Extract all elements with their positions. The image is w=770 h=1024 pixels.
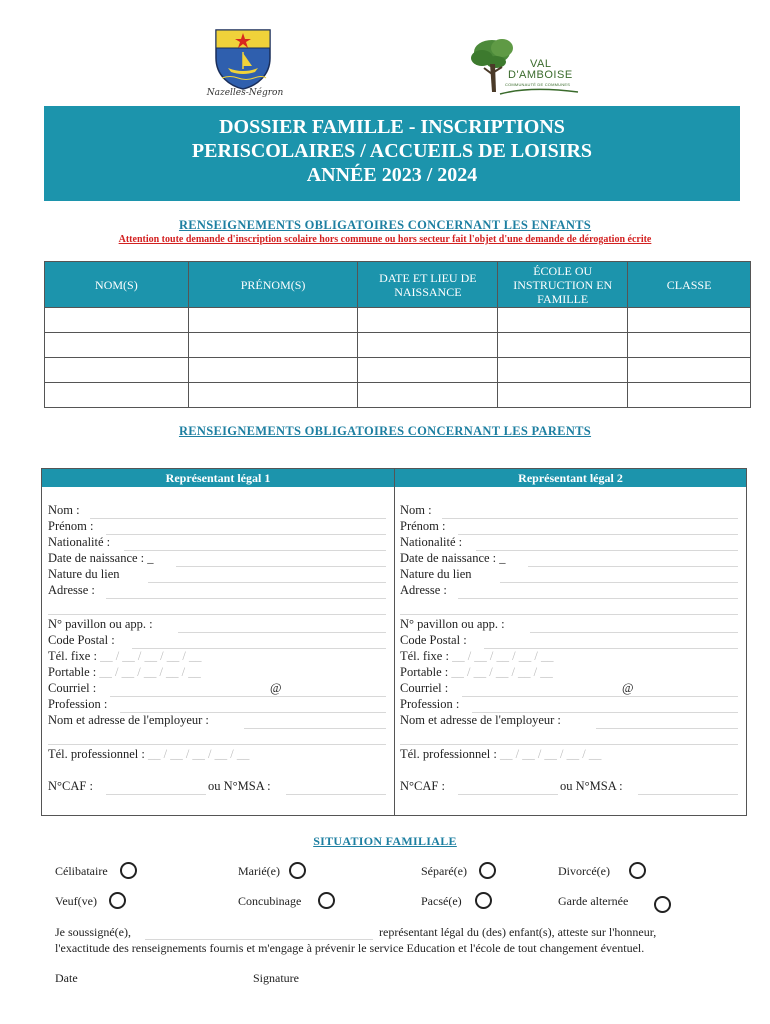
- option-marie-label: Marié(e): [238, 864, 280, 878]
- option-marie-checkbox[interactable]: [289, 862, 306, 879]
- table-cell[interactable]: [628, 333, 751, 358]
- rep2-tel-pro-label: Tél. professionnel : __ / __ / __ / __ / __: [400, 747, 602, 761]
- parents-section-title: RENSEIGNEMENTS OBLIGATOIRES CONCERNANT LES PARENTS: [178, 424, 592, 438]
- option-veuf-label: Veuf(ve): [55, 894, 97, 908]
- table-row: [45, 308, 751, 333]
- rep1-lien-label: Nature du lien: [48, 567, 120, 581]
- rep2-adresse-label: Adresse :: [400, 583, 447, 597]
- option-divorce-label: Divorcé(e): [558, 864, 610, 878]
- rep2-adresse-field-2[interactable]: [400, 601, 738, 615]
- rep2-employeur-field[interactable]: [596, 715, 738, 729]
- table-cell[interactable]: [358, 333, 498, 358]
- rep2-adresse-field[interactable]: [458, 585, 738, 599]
- parents-box: [41, 468, 747, 816]
- table-row: [45, 383, 751, 408]
- partner-logo-line1: VAL: [530, 58, 552, 70]
- table-cell[interactable]: [188, 383, 358, 408]
- situation-section-title: SITUATION FAMILIALE: [313, 834, 457, 848]
- column-divider: [394, 469, 395, 815]
- table-cell[interactable]: [498, 358, 628, 383]
- rep1-adresse-label: Adresse :: [48, 583, 95, 597]
- rep1-code-postal-field[interactable]: [132, 635, 386, 649]
- rep1-courriel-label: Courriel :: [48, 681, 97, 695]
- rep2-naissance-field[interactable]: [528, 553, 738, 567]
- table-cell[interactable]: [498, 383, 628, 408]
- table-cell[interactable]: [358, 308, 498, 333]
- rep2-nom-field[interactable]: [442, 505, 738, 519]
- rep1-tel-fixe-label: Tél. fixe : __ / __ / __ / __ / __: [48, 649, 202, 663]
- col-header-classe: CLASSE: [628, 262, 751, 308]
- option-separe-label: Séparé(e): [421, 864, 467, 878]
- derogation-warning: Attention toute demande d'inscription scolaire hors commune ou hors secteur fait l'objet d'une demande de dérogation écrite: [118, 234, 652, 245]
- rep2-code-postal-field[interactable]: [484, 635, 738, 649]
- rep2-nationalite-field[interactable]: [476, 537, 738, 551]
- rep2-prenom-field[interactable]: [458, 521, 738, 535]
- rep1-caf-field[interactable]: [106, 781, 206, 795]
- table-cell[interactable]: [45, 383, 189, 408]
- option-celibataire-checkbox[interactable]: [120, 862, 137, 879]
- children-table-header: [45, 262, 751, 308]
- col-header-prenom: PRÉNOM(S): [188, 262, 358, 308]
- option-separe-checkbox[interactable]: [479, 862, 496, 879]
- rep2-header: Représentant légal 2: [395, 469, 746, 487]
- rep2-prenom-label: Prénom :: [400, 519, 446, 533]
- rep2-pavillon-field[interactable]: [530, 619, 738, 633]
- rep1-nom-field[interactable]: [90, 505, 386, 519]
- rep2-caf-label: N°CAF :: [400, 779, 445, 793]
- rep2-pavillon-label: N° pavillon ou app. :: [400, 617, 505, 631]
- rep1-tel-pro-label: Tél. professionnel : __ / __ / __ / __ / __: [48, 747, 250, 761]
- table-cell[interactable]: [498, 333, 628, 358]
- rep2-portable-label: Portable : __ / __ / __ / __ / __: [400, 665, 553, 679]
- rep1-pavillon-label: N° pavillon ou app. :: [48, 617, 153, 631]
- option-concubinage-checkbox[interactable]: [318, 892, 335, 909]
- rep1-lien-field[interactable]: [148, 569, 386, 583]
- table-cell[interactable]: [45, 333, 189, 358]
- attest-line-2: l'exactitude des renseignements fournis et m'engage à prévenir le service Education et l'école de tout changement éventuel.: [55, 941, 645, 955]
- table-cell[interactable]: [188, 358, 358, 383]
- title-banner: [44, 106, 740, 201]
- option-garde-label: Garde alternée: [558, 894, 629, 908]
- table-cell[interactable]: [358, 383, 498, 408]
- attest-name-field[interactable]: [145, 926, 373, 940]
- rep1-naissance-label: Date de naissance : _: [48, 551, 154, 565]
- partner-logo-line2: D'AMBOISE: [508, 69, 573, 81]
- col-header-ecole: ÉCOLE OU INSTRUCTION EN FAMILLE: [498, 262, 628, 308]
- table-cell[interactable]: [498, 308, 628, 333]
- rep2-profession-field[interactable]: [472, 699, 738, 713]
- rep1-msa-label: ou N°MSA :: [208, 779, 271, 793]
- rep1-prenom-field[interactable]: [106, 521, 386, 535]
- rep2-msa-field[interactable]: [638, 781, 738, 795]
- table-cell[interactable]: [188, 308, 358, 333]
- col-header-nom: NOM(S): [45, 262, 189, 308]
- rep1-profession-label: Profession :: [48, 697, 108, 711]
- signature-label: Signature: [253, 971, 299, 985]
- option-pacse-checkbox[interactable]: [475, 892, 492, 909]
- rep1-at-sign: @: [270, 681, 282, 695]
- rep1-nationalite-label: Nationalité :: [48, 535, 111, 549]
- rep2-employeur-label: Nom et adresse de l'employeur :: [400, 713, 561, 727]
- rep2-caf-field[interactable]: [458, 781, 558, 795]
- title-line-1: DOSSIER FAMILLE - INSCRIPTIONS: [219, 116, 565, 138]
- table-cell[interactable]: [628, 308, 751, 333]
- rep1-employeur-field[interactable]: [244, 715, 386, 729]
- rep1-portable-label: Portable : __ / __ / __ / __ / __: [48, 665, 201, 679]
- children-section-title: RENSEIGNEMENTS OBLIGATOIRES CONCERNANT LES ENFANTS: [178, 218, 592, 232]
- title-line-2: PERISCOLAIRES / ACCUEILS DE LOISIRS: [191, 140, 593, 162]
- rep1-naissance-field[interactable]: [176, 553, 386, 567]
- crest-caption: Nazelles-Négron: [206, 88, 284, 98]
- rep2-at-sign: @: [622, 681, 634, 695]
- table-cell[interactable]: [188, 333, 358, 358]
- rep2-code-postal-label: Code Postal :: [400, 633, 467, 647]
- rep2-employeur-field-2[interactable]: [400, 731, 738, 745]
- rep2-nationalite-label: Nationalité :: [400, 535, 463, 549]
- attest-start: Je soussigné(e),: [55, 925, 131, 939]
- rep1-pavillon-field[interactable]: [178, 619, 386, 633]
- rep1-employeur-label: Nom et adresse de l'employeur :: [48, 713, 209, 727]
- option-garde-checkbox[interactable]: [654, 896, 671, 913]
- rep1-adresse-field[interactable]: [106, 585, 386, 599]
- date-label: Date: [55, 971, 78, 985]
- table-cell[interactable]: [45, 308, 189, 333]
- rep2-msa-label: ou N°MSA :: [560, 779, 623, 793]
- option-pacse-label: Pacsé(e): [421, 894, 462, 908]
- option-divorce-checkbox[interactable]: [629, 862, 646, 879]
- table-cell[interactable]: [45, 358, 189, 383]
- table-cell[interactable]: [628, 358, 751, 383]
- rep1-caf-label: N°CAF :: [48, 779, 93, 793]
- rep1-profession-field[interactable]: [120, 699, 386, 713]
- rep1-nom-label: Nom :: [48, 503, 80, 517]
- table-cell[interactable]: [358, 358, 498, 383]
- table-row: [45, 333, 751, 358]
- option-celibataire-label: Célibataire: [55, 864, 108, 878]
- rep2-nom-label: Nom :: [400, 503, 432, 517]
- rep1-nationalite-field[interactable]: [124, 537, 386, 551]
- rep2-lien-label: Nature du lien: [400, 567, 472, 581]
- rep2-naissance-label: Date de naissance : _: [400, 551, 506, 565]
- rep2-courriel-label: Courriel :: [400, 681, 449, 695]
- rep1-prenom-label: Prénom :: [48, 519, 94, 533]
- town-crest-icon: [212, 28, 274, 90]
- rep2-courriel-field[interactable]: [462, 683, 738, 697]
- partner-logo-line3: COMMUNAUTÉ DE COMMUNES: [505, 82, 571, 87]
- tree-logo-icon: [470, 34, 580, 98]
- rep2-lien-field[interactable]: [500, 569, 738, 583]
- table-cell[interactable]: [628, 383, 751, 408]
- rep2-tel-fixe-label: Tél. fixe : __ / __ / __ / __ / __: [400, 649, 554, 663]
- rep1-courriel-field[interactable]: [110, 683, 386, 697]
- rep1-header: Représentant légal 1: [42, 469, 394, 487]
- rep2-profession-label: Profession :: [400, 697, 460, 711]
- rep1-msa-field[interactable]: [286, 781, 386, 795]
- option-concubinage-label: Concubinage: [238, 894, 302, 908]
- title-line-3: ANNÉE 2023 / 2024: [306, 164, 478, 186]
- rep1-code-postal-label: Code Postal :: [48, 633, 115, 647]
- attest-end: représentant légal du (des) enfant(s), atteste sur l'honneur,: [379, 925, 657, 939]
- rep1-employeur-field-2[interactable]: [48, 731, 386, 745]
- table-row: [45, 358, 751, 383]
- children-table: [44, 261, 751, 408]
- col-header-naissance: DATE ET LIEU DE NAISSANCE: [358, 262, 498, 308]
- rep1-adresse-field-2[interactable]: [48, 601, 386, 615]
- option-veuf-checkbox[interactable]: [109, 892, 126, 909]
